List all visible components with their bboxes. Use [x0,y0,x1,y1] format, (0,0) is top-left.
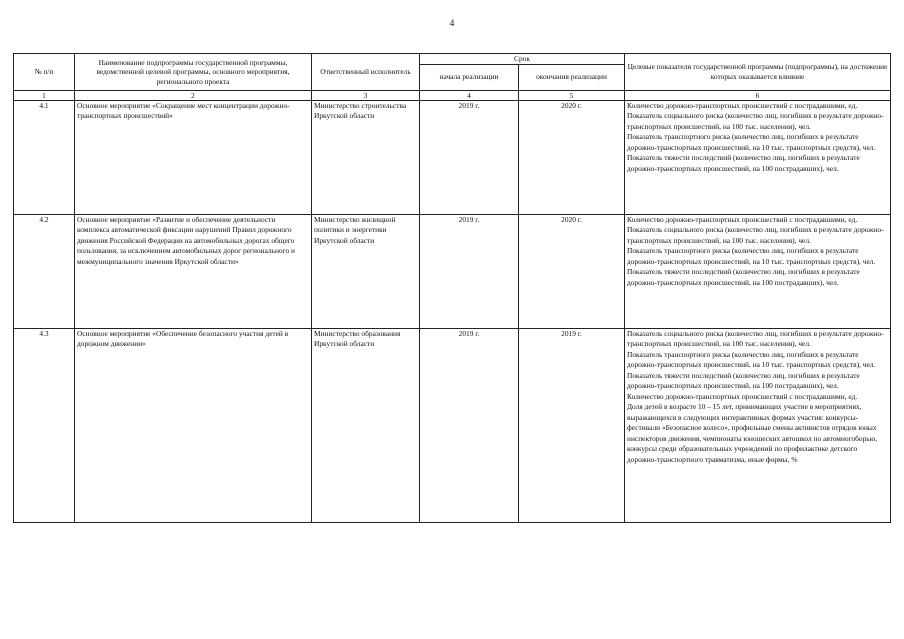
header-indicators: Целевые показатели государственной программы (подпрограммы), на достижение которых оказывается влияние [625,54,891,91]
row-indicators [625,328,891,522]
row-num: 4.3 [14,328,75,522]
indicator: Количество дорожно-транспортных происшествий с пострадавшими, ед. [627,391,858,401]
indicator: Доля детей в возрасте 10 – 15 лет, принимающих участие в мероприятиях, выражающихся в следующих интерактивных формах участия: конкурсы-фестивали «Безопасное колесо», профильные смены активистов отрядов юных инспекторов движения, чемпионаты юношеских автошкол по автомногоборью, конкурсы среди образовательных учреждений по профилактике детского дорожно-транспортного травматизма, иные формы, % [627,402,878,464]
indicator: Показатель тяжести последствий (количество лиц, погибших в результате дорожно-транспортных происшествий, на 100 пострадавших), чел. [627,267,860,287]
row-end: 2020 г. [519,214,625,328]
col-number: 4 [420,90,519,100]
header-end: окончания реализации [519,64,625,90]
row-name: Основное мероприятие «Развитие и обеспечение деятельности комплекса автоматической фиксации нарушений Правил дорожного движения Российской Федерации на автомобильных дорогах общего пользования, за исключением автомобильных дорог регионального и межмуниципального значения Иркутской области» [75,214,312,328]
table-row [14,100,891,214]
header-executor: Ответственный исполнитель [312,54,420,91]
header-start: начала реализации [420,64,519,90]
indicator: Показатель транспортного риска (количество лиц, погибших в результате дорожно-транспортных происшествий, на 10 тыс. транспортных средств), чел. [627,132,876,152]
indicator: Количество дорожно-транспортных происшествий с пострадавшими, ед. [627,100,858,110]
row-num: 4.2 [14,214,75,328]
program-table [13,53,891,523]
row-indicators [625,100,891,214]
row-executor: Министерство образования Иркутской области [312,328,420,522]
indicator: Показатель социального риска (количество лиц, погибших в результате дорожно-транспортных происшествий, на 100 тыс. населения), чел. [627,225,884,245]
indicator: Количество дорожно-транспортных происшествий с пострадавшими, ед. [627,214,858,224]
row-start: 2019 г. [420,100,519,214]
indicator: Показатель транспортного риска (количество лиц, погибших в результате дорожно-транспортных происшествий, на 10 тыс. транспортных средств), чел. [627,246,876,266]
col-number: 1 [14,90,75,100]
row-name: Основное мероприятие «Сокращение мест концентрации дорожно-транспортных происшествий» [75,100,312,214]
row-executor: Министерство жилищной политики и энергетики Иркутской области [312,214,420,328]
col-number: 6 [625,90,891,100]
row-indicators [625,214,891,328]
row-start: 2019 г. [420,328,519,522]
header-term: Срок [420,54,625,65]
indicator: Показатель тяжести последствий (количество лиц, погибших в результате дорожно-транспортных происшествий, на 100 пострадавших), чел. [627,370,860,390]
row-name: Основное мероприятие «Обеспечение безопасного участия детей в дорожном движении» [75,328,312,522]
header-num: № п/п [14,54,75,91]
col-number: 2 [75,90,312,100]
header-name: Наименование подпрограммы государственной программы, ведомственной целевой программы, основного мероприятия, регионального проекта [75,54,312,91]
row-end: 2020 г. [519,100,625,214]
indicator: Показатель тяжести последствий (количество лиц, погибших в результате дорожно-транспортных происшествий, на 100 пострадавших), чел. [627,153,860,173]
table-row [14,214,891,328]
row-num: 4.1 [14,100,75,214]
page-number: 4 [449,18,455,28]
indicator: Показатель социального риска (количество лиц, погибших в результате дорожно-транспортных происшествий, на 100 тыс. населения), чел. [627,111,884,131]
row-end: 2019 г. [519,328,625,522]
row-executor: Министерство строительства Иркутской области [312,100,420,214]
indicator: Показатель социального риска (количество лиц, погибших в результате дорожно-транспортных происшествий, на 100 тыс. населения), чел. [627,328,884,348]
indicator: Показатель транспортного риска (количество лиц, погибших в результате дорожно-транспортных происшествий, на 10 тыс. транспортных средств), чел. [627,349,876,369]
col-number: 3 [312,90,420,100]
table-row [14,328,891,522]
row-start: 2019 г. [420,214,519,328]
col-number: 5 [519,90,625,100]
